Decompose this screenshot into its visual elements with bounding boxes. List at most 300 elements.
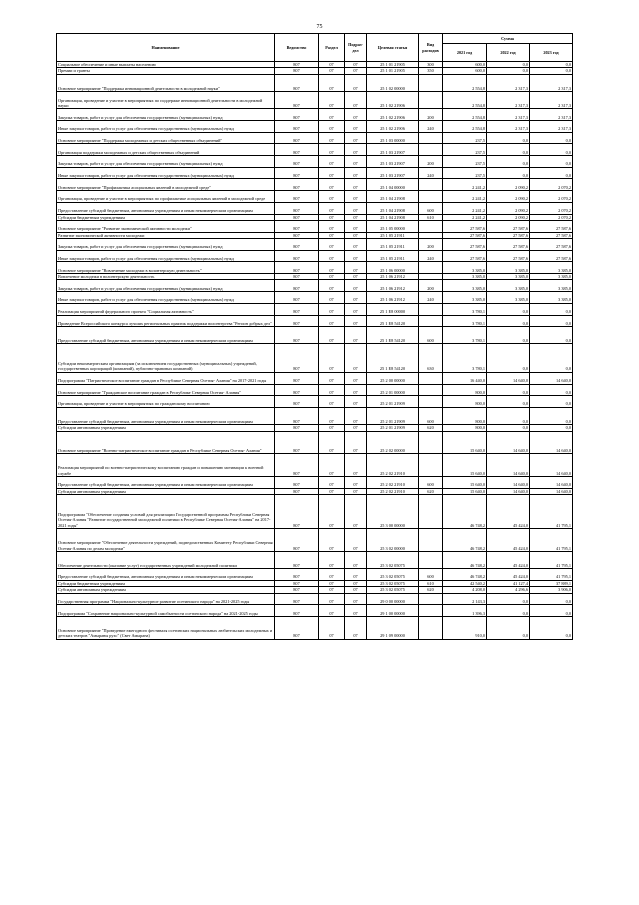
row-target-article: 29 1 09 00000 [367,617,419,640]
row-name: Государственная программа "Национально-культурное развитие осетинского народа" на 2021-2025 годы [57,593,275,605]
row-ministry: 807 [275,92,319,109]
row-expense-type [419,315,443,327]
row-sum-2022: 2 317,3 [487,92,530,109]
row-sum-2022: 3 385,0 [487,292,530,304]
row-name: Субсидии автономным учреждениям [57,587,275,593]
row-ministry: 807 [275,239,319,251]
row-sum-2021: 2 554,8 [443,92,487,109]
row-sum-2022: 2 090,2 [487,214,530,220]
row-sum-2023: 0,0 [530,132,573,144]
row-target-article: 25 3 02 05075 [367,580,419,586]
row-section: 07 [319,239,345,251]
row-name: Организация поддержки молодежных и детских общественных объединений [57,144,275,156]
row-subsection: 07 [345,396,367,408]
row-subsection: 07 [345,315,367,327]
row-sum-2023: 14 640,0 [530,431,573,454]
table-row [57,569,573,581]
row-sum-2022: 45 424,0 [487,551,530,568]
row-sum-2023: 27 587,6 [530,250,573,262]
row-sum-2021: 3 385,0 [443,280,487,292]
row-subsection: 07 [345,250,367,262]
row-ministry: 807 [275,167,319,179]
row-expense-type: 300 [419,62,443,68]
row-sum-2021: 42 540,2 [443,580,487,586]
row-name: Обеспечение деятельности (оказание услуг) государственных учреждений молодежной политики [57,551,275,568]
row-sum-2023: 0,0 [530,144,573,156]
header-year-2022: 2022 год [487,44,530,62]
row-sum-2023: 3 385,0 [530,280,573,292]
row-ministry: 807 [275,280,319,292]
row-expense-type [419,144,443,156]
row-expense-type [419,303,443,315]
row-sum-2021: 2 143,3 [443,593,487,605]
row-sum-2023: 0,0 [530,605,573,617]
row-sum-2021: 3 780,1 [443,315,487,327]
row-name: Подпрограмма "Патриотическое воспитание граждан в Республике Северная Осетия- Алания" на 2017-2021 годы [57,372,275,384]
row-sum-2021: 2 554,8 [443,74,487,91]
row-section: 07 [319,495,345,529]
row-target-article: 25 1 05 21911 [367,250,419,262]
row-target-article: 25 1 05 00000 [367,220,419,232]
row-expense-type: 600 [419,407,443,424]
row-target-article: 25 1 03 21907 [367,144,419,156]
row-section: 07 [319,605,345,617]
row-name: Иные закупки товаров, работ и услуг для обеспечения государственных (муниципальных) нужд [57,292,275,304]
row-section: 07 [319,132,345,144]
row-ministry: 807 [275,495,319,529]
row-subsection: 07 [345,62,367,68]
row-target-article: 25 3 02 05075 [367,551,419,568]
row-sum-2022: 4 296,6 [487,587,530,593]
row-sum-2023: 41 795,1 [530,495,573,529]
row-sum-2021: 2 554,8 [443,121,487,133]
table-row [57,202,573,214]
row-sum-2022: 2 317,3 [487,121,530,133]
row-target-article: 25 3 02 05075 [367,569,419,581]
row-section: 07 [319,551,345,568]
row-subsection: 07 [345,407,367,424]
table-row [57,431,573,454]
row-subsection: 07 [345,495,367,529]
row-subsection: 07 [345,144,367,156]
table-row [57,315,573,327]
row-target-article: 25 2 02 21910 [367,488,419,494]
table-row [57,74,573,91]
row-ministry: 807 [275,292,319,304]
table-row [57,407,573,424]
row-sum-2023: 2 317,3 [530,109,573,121]
row-name: Основное мероприятие "Поддержка инновационной деятельности в молодежной науки" [57,74,275,91]
row-expense-type: 200 [419,109,443,121]
row-sum-2022: 2 317,3 [487,109,530,121]
row-expense-type: 600 [419,477,443,489]
row-sum-2021: 3 385,0 [443,292,487,304]
row-subsection: 07 [345,202,367,214]
row-sum-2023: 2 317,3 [530,92,573,109]
row-name: Предоставление субсидий бюджетным, автономным учреждениям и иным некоммерческим организациям [57,569,275,581]
row-expense-type: 240 [419,121,443,133]
row-sum-2021: 237,5 [443,156,487,168]
row-target-article: 29 1 00 00000 [367,605,419,617]
row-subsection: 07 [345,156,367,168]
row-name: Закупка товаров, работ и услуг для обеспечения государственных (муниципальных) нужд [57,280,275,292]
row-target-article: 25 1 04 21908 [367,202,419,214]
table-row [57,156,573,168]
row-subsection: 07 [345,488,367,494]
row-expense-type [419,454,443,477]
row-name: Премии и гранты [57,68,275,74]
row-sum-2023: 2 070,2 [530,214,573,220]
row-section: 07 [319,262,345,274]
row-ministry: 807 [275,372,319,384]
row-sum-2021: 800,0 [443,425,487,431]
row-target-article: 25 3 00 00000 [367,495,419,529]
row-target-article: 25 1 E8 54120 [367,315,419,327]
row-expense-type: 610 [419,214,443,220]
row-sum-2021: 2 554,8 [443,109,487,121]
row-sum-2022: 0,0 [487,396,530,408]
row-ministry: 807 [275,262,319,274]
row-target-article: 25 1 06 21912 [367,292,419,304]
row-expense-type: 610 [419,580,443,586]
row-section: 07 [319,315,345,327]
row-sum-2022: 0,0 [487,605,530,617]
row-ministry: 807 [275,551,319,568]
row-sum-2023: 41 795,1 [530,529,573,552]
row-expense-type [419,74,443,91]
row-target-article: 25 2 02 21910 [367,454,419,477]
row-section: 07 [319,280,345,292]
row-name: Иные закупки товаров, работ и услуг для обеспечения государственных (муниципальных) нужд [57,167,275,179]
row-sum-2023: 0,0 [530,303,573,315]
row-name: Субсидии автономным учреждениям [57,488,275,494]
row-expense-type [419,220,443,232]
row-sum-2023: 0,0 [530,327,573,344]
row-section: 07 [319,477,345,489]
row-target-article: 25 1 06 00000 [367,262,419,274]
table-row [57,191,573,203]
row-ministry: 807 [275,191,319,203]
row-sum-2022: 27 587,6 [487,239,530,251]
row-name: Закупка товаров, работ и услуг для обеспечения государственных (муниципальных) нужд [57,109,275,121]
row-subsection: 07 [345,109,367,121]
row-name: Субсидии автономным учреждениям [57,425,275,431]
row-expense-type [419,396,443,408]
table-row [57,617,573,640]
row-expense-type: 200 [419,280,443,292]
row-ministry: 807 [275,156,319,168]
row-sum-2023: 14 640,0 [530,477,573,489]
row-sum-2022: 0,0 [487,344,530,372]
row-section: 07 [319,425,345,431]
row-target-article: 25 1 03 21907 [367,156,419,168]
row-name: Организация, проведение и участие в мероприятиях по поддержке инновационной деятельности в молодежной науки [57,92,275,109]
row-expense-type [419,372,443,384]
row-sum-2023: 27 587,6 [530,232,573,238]
row-sum-2023: 0,0 [530,344,573,372]
row-subsection: 07 [345,587,367,593]
row-section: 07 [319,488,345,494]
row-sum-2022: 2 317,3 [487,74,530,91]
row-ministry: 807 [275,477,319,489]
row-section: 07 [319,617,345,640]
row-name: Закупка товаров, работ и услуг для обеспечения государственных (муниципальных) нужд [57,239,275,251]
table-row [57,144,573,156]
row-section: 07 [319,74,345,91]
row-sum-2022: 0,0 [487,167,530,179]
row-target-article: 25 2 01 00000 [367,384,419,396]
table-row [57,327,573,344]
row-sum-2023: 14 640,0 [530,488,573,494]
row-sum-2022: 3 385,0 [487,280,530,292]
row-sum-2021: 4 208,0 [443,587,487,593]
row-expense-type [419,529,443,552]
table-row [57,109,573,121]
row-sum-2022: 0,0 [487,327,530,344]
row-sum-2022: 2 090,2 [487,179,530,191]
row-section: 07 [319,214,345,220]
row-section: 07 [319,68,345,74]
row-sum-2022: 27 587,6 [487,250,530,262]
row-expense-type: 620 [419,587,443,593]
row-section: 07 [319,179,345,191]
table-row [57,344,573,372]
row-section: 07 [319,274,345,280]
row-ministry: 807 [275,220,319,232]
row-section: 07 [319,454,345,477]
row-sum-2022: 0,0 [487,144,530,156]
row-sum-2022: 2 090,2 [487,202,530,214]
row-name: Подпрограмма "Сохранение национально-культурной самобытности осетинского народа" на 2021-2025 годы [57,605,275,617]
row-expense-type: 600 [419,569,443,581]
row-name: Иные закупки товаров, работ и услуг для обеспечения государственных (муниципальных) нужд [57,121,275,133]
row-subsection: 07 [345,92,367,109]
row-target-article: 25 1 E8 00000 [367,303,419,315]
row-target-article: 25 1 01 21905 [367,68,419,74]
row-target-article: 25 1 03 21907 [367,167,419,179]
row-sum-2022: 0,0 [487,132,530,144]
row-target-article: 25 2 01 21909 [367,407,419,424]
row-ministry: 807 [275,396,319,408]
row-sum-2021: 2 241,2 [443,214,487,220]
row-ministry: 807 [275,202,319,214]
row-sum-2021: 16 440,0 [443,372,487,384]
row-name: Основное мероприятие "Развитие экономической активности молодежи" [57,220,275,232]
row-ministry: 807 [275,384,319,396]
row-sum-2021: 3 780,1 [443,303,487,315]
row-sum-2023: 0,0 [530,617,573,640]
row-target-article: 25 1 02 21906 [367,121,419,133]
row-sum-2022: 0,0 [487,384,530,396]
budget-table [56,33,573,640]
row-ministry: 807 [275,250,319,262]
row-sum-2022: 14 640,0 [487,454,530,477]
table-row [57,167,573,179]
table-row [57,262,573,274]
table-row [57,529,573,552]
row-ministry: 807 [275,327,319,344]
row-sum-2022: 14 640,0 [487,477,530,489]
row-subsection: 07 [345,132,367,144]
row-sum-2022: 27 587,6 [487,220,530,232]
row-expense-type [419,179,443,191]
row-sum-2023: 2 317,3 [530,121,573,133]
row-ministry: 807 [275,580,319,586]
row-ministry: 807 [275,569,319,581]
row-sum-2022: 0,0 [487,617,530,640]
row-sum-2022: 0,0 [487,303,530,315]
row-sum-2021: 2 241,2 [443,191,487,203]
row-sum-2022: 14 640,0 [487,488,530,494]
row-sum-2023: 2 070,2 [530,191,573,203]
row-section: 07 [319,372,345,384]
row-section: 07 [319,431,345,454]
row-subsection: 07 [345,220,367,232]
row-sum-2021: 15 640,0 [443,477,487,489]
row-ministry: 807 [275,587,319,593]
row-sum-2021: 600,0 [443,62,487,68]
row-ministry: 807 [275,121,319,133]
row-sum-2022: 14 640,0 [487,431,530,454]
row-sum-2023: 0,0 [530,396,573,408]
row-target-article: 25 1 04 21908 [367,214,419,220]
row-ministry: 807 [275,144,319,156]
row-ministry: 807 [275,109,319,121]
row-subsection: 07 [345,617,367,640]
row-name: Вовлечение молодежи в волонтерскую деятельность [57,274,275,280]
row-sum-2021: 46 748,2 [443,529,487,552]
row-expense-type [419,431,443,454]
row-target-article: 25 3 02 00000 [367,529,419,552]
row-subsection: 07 [345,292,367,304]
row-sum-2022: 45 424,0 [487,529,530,552]
row-section: 07 [319,167,345,179]
row-sum-2022: 3 385,0 [487,262,530,274]
row-expense-type [419,605,443,617]
row-sum-2021: 2 241,2 [443,202,487,214]
row-sum-2021: 800,0 [443,384,487,396]
row-section: 07 [319,121,345,133]
row-expense-type: 200 [419,239,443,251]
row-sum-2021: 46 748,2 [443,569,487,581]
row-section: 07 [319,344,345,372]
row-target-article: 25 2 00 00000 [367,372,419,384]
row-section: 07 [319,587,345,593]
row-subsection: 07 [345,191,367,203]
row-sum-2021: 237,5 [443,167,487,179]
row-expense-type: 620 [419,488,443,494]
row-ministry: 807 [275,62,319,68]
row-sum-2023: 0,0 [530,156,573,168]
row-target-article: 25 1 E8 54120 [367,327,419,344]
row-sum-2023: 3 906,0 [530,587,573,593]
row-expense-type: 240 [419,167,443,179]
row-ministry: 807 [275,344,319,372]
row-expense-type: 600 [419,327,443,344]
row-name: Подпрограмма "Обеспечение создания условий для реализации Государственной программы Республики Северная Осетия-Алания "Развитие государственной молодежной политики в Республике Северная Осетия-Алания" на 2017-2021 годы" [57,495,275,529]
row-ministry: 807 [275,605,319,617]
row-sum-2021: 15 640,0 [443,488,487,494]
table-row [57,220,573,232]
row-name: Предоставление субсидий бюджетным, автономным учреждениям и иным некоммерческим организациям [57,202,275,214]
row-section: 07 [319,109,345,121]
row-sum-2022: 0,0 [487,68,530,74]
row-name: Субсидии некоммерческим организациям (за исключением государственных (муниципальных) учреждений, государственных корпораций (компаний), публично-правовых компаний) [57,344,275,372]
row-sum-2023: 41 795,1 [530,551,573,568]
row-expense-type: 600 [419,202,443,214]
table-header [57,34,573,62]
row-name: Предоставление субсидий бюджетным, автономным учреждениям и иным некоммерческим организациям [57,477,275,489]
table-row [57,551,573,568]
header-section: Раздел [319,34,345,62]
row-target-article: 25 1 02 00000 [367,74,419,91]
row-sum-2021: 600,0 [443,68,487,74]
row-sum-2021: 3 385,0 [443,262,487,274]
row-name: Организация, проведение и участие в мероприятиях по профилактике асоциальных явлений в молодежной среде [57,191,275,203]
row-sum-2023: 0,0 [530,62,573,68]
row-subsection: 07 [345,384,367,396]
row-subsection: 07 [345,593,367,605]
table-row [57,239,573,251]
row-name: Организация, проведение и участие в мероприятиях по гражданскому воспитанию [57,396,275,408]
row-target-article: 25 1 01 21905 [367,62,419,68]
row-target-article: 25 1 04 00000 [367,179,419,191]
row-name: Основное мероприятие "Профилактика асоциальных явлений в молодежной среде" [57,179,275,191]
row-expense-type: 240 [419,292,443,304]
row-ministry: 807 [275,407,319,424]
row-sum-2023: 3 385,0 [530,262,573,274]
row-sum-2023: 37 889,1 [530,580,573,586]
row-subsection: 07 [345,605,367,617]
page-number: 75 [316,24,323,30]
row-target-article: 25 1 02 21906 [367,109,419,121]
row-section: 07 [319,232,345,238]
row-sum-2021: 27 587,6 [443,232,487,238]
row-expense-type [419,593,443,605]
row-target-article: 25 2 01 21909 [367,425,419,431]
row-sum-2021: 800,0 [443,396,487,408]
row-sum-2021: 46 748,2 [443,495,487,529]
row-sum-2021: 15 640,0 [443,454,487,477]
table-row [57,179,573,191]
row-section: 07 [319,202,345,214]
row-name: Предоставление субсидий бюджетным, автономным учреждениям и иным некоммерческим организациям [57,407,275,424]
row-name: Иные закупки товаров, работ и услуг для обеспечения государственных (муниципальных) нужд [57,250,275,262]
row-subsection: 07 [345,580,367,586]
table-row [57,454,573,477]
row-sum-2023: 0,0 [530,315,573,327]
row-expense-type [419,384,443,396]
row-subsection: 07 [345,372,367,384]
row-name: Субсидии бюджетным учреждениям [57,580,275,586]
row-target-article: 25 2 02 00000 [367,431,419,454]
table-row [57,396,573,408]
row-section: 07 [319,407,345,424]
row-ministry: 807 [275,132,319,144]
header-ministry: Ведомство [275,34,319,62]
header-name: Наименование [57,34,275,62]
row-target-article: 25 1 E8 54120 [367,344,419,372]
row-subsection: 07 [345,262,367,274]
row-sum-2023: 0,0 [530,425,573,431]
row-expense-type: 620 [419,425,443,431]
row-target-article: 25 2 01 21909 [367,396,419,408]
table-row [57,593,573,605]
table-row [57,121,573,133]
row-sum-2022: 45 424,0 [487,569,530,581]
row-subsection: 07 [345,303,367,315]
row-sum-2022: 0,0 [487,156,530,168]
